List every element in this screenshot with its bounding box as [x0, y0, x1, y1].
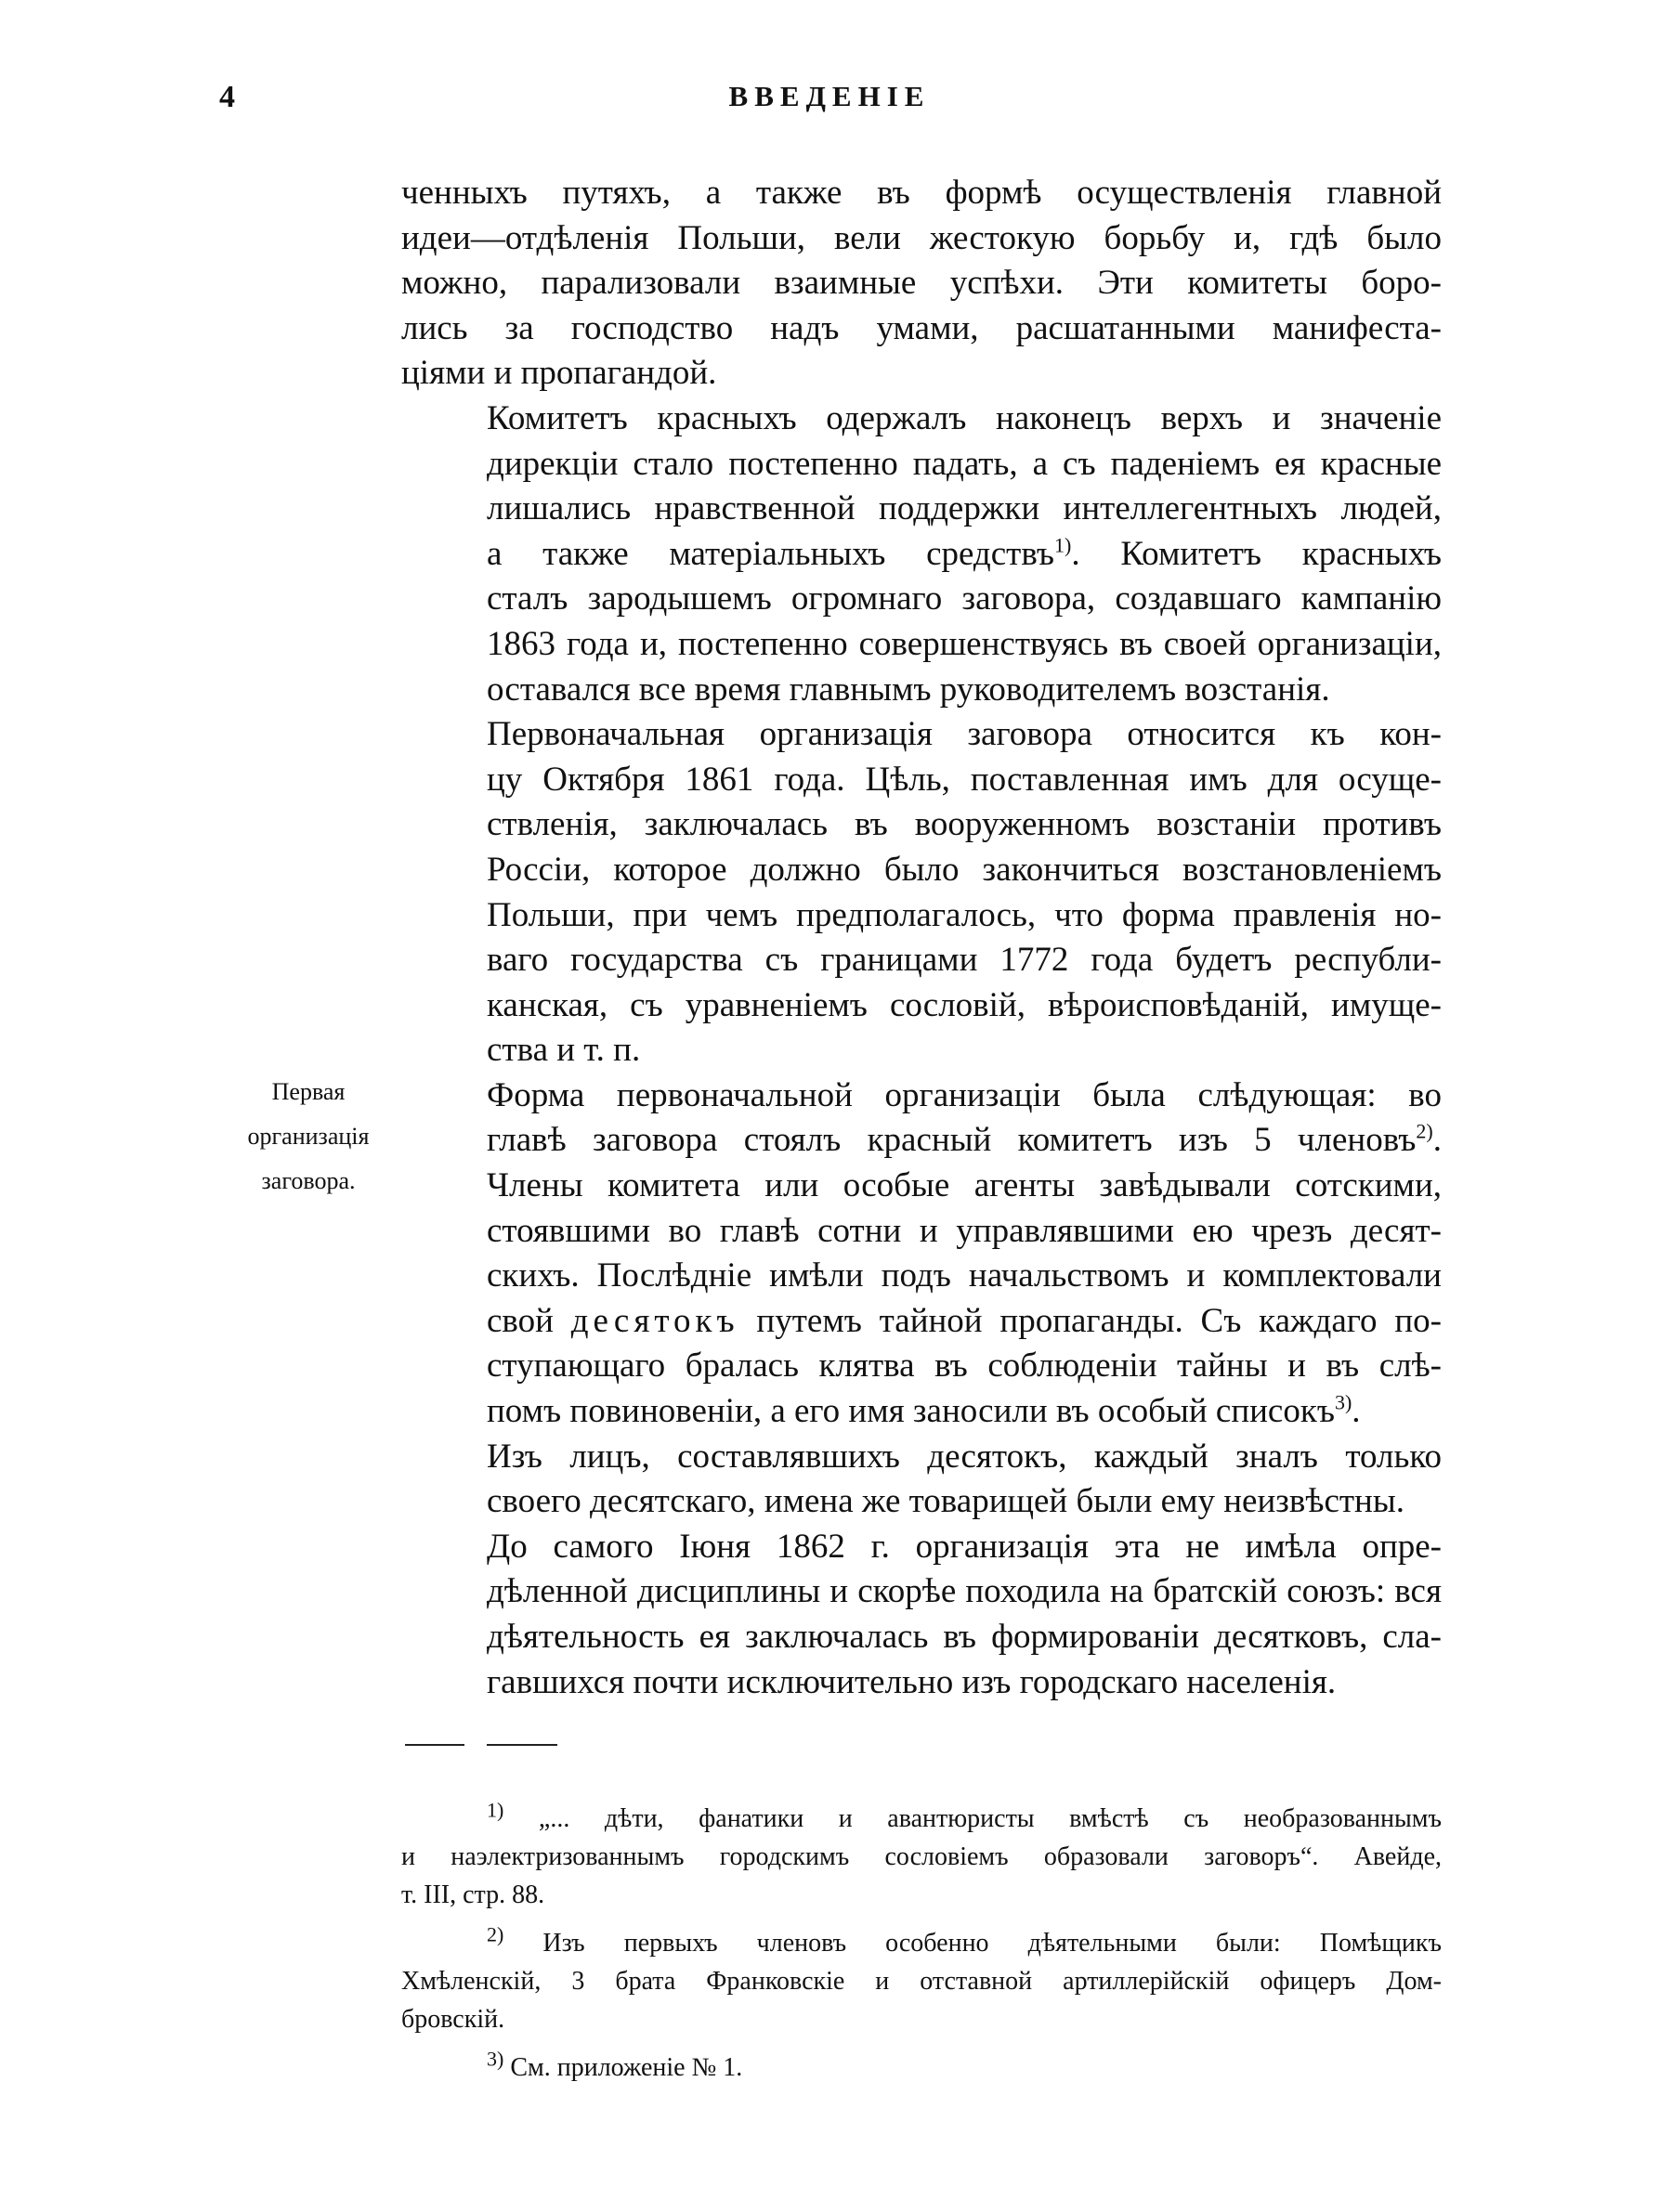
text-line: ченныхъ путяхъ, а также въ формѣ осуществленія главной — [401, 174, 1442, 212]
text-line: помъ повиновеніи, а его имя заносили въ особый списокъ$^{3)}$. — [487, 1390, 1361, 1431]
text-line: дѣленной дисциплины и скорѣе походила на братскій союзъ: вся — [487, 1572, 1442, 1611]
text-line: стоявшими во главѣ сотни и управлявшими ею чрезъ десят- — [487, 1211, 1442, 1250]
footnote-marker: 1) — [1054, 533, 1072, 557]
text-line: идеи—отдѣленія Польши, вели жестокую борьбу и, гдѣ было — [401, 218, 1442, 257]
footnote-line: и наэлектризованнымъ городскимъ сословіемъ образовали заговоръ“. Авейде, — [401, 1842, 1442, 1871]
footnote-line: $^{2)}$ Изъ первыхъ членовъ особенно дѣятельными были: Помѣщикъ — [487, 1922, 1442, 1958]
margin-note-line: организація — [247, 1123, 370, 1150]
text-line: оставался все время главнымъ руководителемъ возстанія. — [487, 670, 1330, 709]
footnote-line: бровскій. — [401, 2005, 505, 2034]
text-line: цу Октября 1861 года. Цѣль, поставленная имъ для осуще- — [487, 760, 1442, 799]
spaced-emphasis: десятокъ — [570, 1301, 739, 1340]
text-line: свой десятокъ путемъ тайной пропаганды. Съ каждаго по- — [487, 1301, 1442, 1340]
footnote — [401, 1800, 1442, 1914]
footnote-marker: 3) — [487, 2047, 504, 2071]
text-line: ступающаго бралась клятва въ соблюденіи тайны и въ слѣ- — [487, 1347, 1442, 1386]
footnote-rule-left — [405, 1744, 464, 1746]
margin-note — [223, 1070, 394, 1204]
footnote-line: Хмѣленскій, 3 брата Франковскіе и отставной артиллерійскій офицеръ Дом- — [401, 1967, 1442, 1996]
footnote-line: $^{1)}$ „... дѣти, фанатики и авантюристы вмѣстѣ съ необразованнымъ — [487, 1798, 1442, 1833]
footnote-rule-right — [487, 1744, 557, 1746]
text-line: сталъ зародышемъ огромнаго заговора, создавшаго кампанію — [487, 579, 1442, 618]
text-line: ствленія, заключалась въ вооруженномъ возстаніи противъ — [487, 805, 1442, 844]
paragraph — [401, 1073, 1442, 1435]
text-line: а также матеріальныхъ средствъ$^{1)}$. Комитетъ красныхъ — [487, 533, 1442, 573]
text-line: можно, парализовали взаимные успѣхи. Эти комитеты боро- — [401, 264, 1442, 303]
text-line: скихъ. Послѣдніе имѣли подъ начальствомъ и комплектовали — [487, 1256, 1442, 1295]
paragraph — [401, 171, 1442, 397]
text-line: Комитетъ красныхъ одержалъ наконецъ верхъ и значеніе — [487, 398, 1442, 437]
footnote-marker: 1) — [487, 1798, 504, 1822]
text-line: Польши, при чемъ предполагалось, что форма правленія но- — [487, 895, 1442, 934]
paragraph — [401, 712, 1442, 1073]
text-line: своего десятскаго, имена же товарищей были ему неизвѣстны. — [487, 1482, 1404, 1521]
footnote-marker: 3) — [1334, 1390, 1352, 1414]
text-line: ваго государства съ границами 1772 года будетъ республи- — [487, 941, 1442, 980]
page-number: 4 — [219, 80, 235, 114]
text-line: 1863 года и, постепенно совершенствуясь въ своей организаціи, — [487, 624, 1442, 663]
footnotes — [401, 1800, 1442, 2097]
text-line: лишались нравственной поддержки интеллегентныхъ людей, — [487, 489, 1442, 528]
text-line: лись за господство надъ умами, расшатанными манифеста- — [401, 308, 1442, 347]
text-line: гавшихся почти исключительно изъ городскаго населенія. — [487, 1662, 1337, 1701]
paragraph — [401, 1525, 1442, 1705]
text-line: Первоначальная организація заговора относится къ кон- — [487, 715, 1442, 754]
text-line: дирекціи стало постепенно падать, а съ паденіемъ ея красные — [487, 444, 1442, 483]
footnote — [401, 2049, 1442, 2087]
text-line: Россіи, которое должно было закончиться возстановленіемъ — [487, 850, 1442, 889]
margin-note-line: Первая — [271, 1078, 346, 1105]
text-line: Форма первоначальной организаціи была слѣдующая: во — [487, 1075, 1442, 1114]
body-text — [401, 171, 1442, 1705]
text-line: ства и т. п. — [487, 1031, 641, 1070]
footnote-line: $^{3)}$ См. приложеніе № 1. — [487, 2047, 743, 2082]
paragraph — [401, 1435, 1442, 1525]
running-title: ВВЕДЕНІЕ — [728, 80, 931, 112]
margin-note-line: заговора. — [261, 1167, 356, 1194]
footnote-marker: 2) — [487, 1922, 504, 1946]
text-line: До самого Іюня 1862 г. организація эта не имѣла опре- — [487, 1527, 1442, 1566]
text-line: Члены комитета или особые агенты завѣдывали сотскими, — [487, 1166, 1442, 1205]
text-line: ціями и пропагандой. — [401, 354, 717, 393]
text-line: дѣятельность ея заключалась въ формированіи десятковъ, сла- — [487, 1618, 1442, 1656]
footnote — [401, 1924, 1442, 2038]
footnote-line: т. III, стр. 88. — [401, 1880, 545, 1909]
text-line: Изъ лицъ, составлявшихъ десятокъ, каждый зналъ только — [487, 1437, 1442, 1476]
footnote-marker: 2) — [1416, 1120, 1433, 1144]
paragraph — [401, 397, 1442, 712]
text-line: канская, съ уравненіемъ сословій, вѣроисповѣданій, имуще- — [487, 985, 1442, 1024]
text-line: главѣ заговора стоялъ красный комитетъ изъ 5 членовъ$^{2)}$. — [487, 1120, 1442, 1160]
